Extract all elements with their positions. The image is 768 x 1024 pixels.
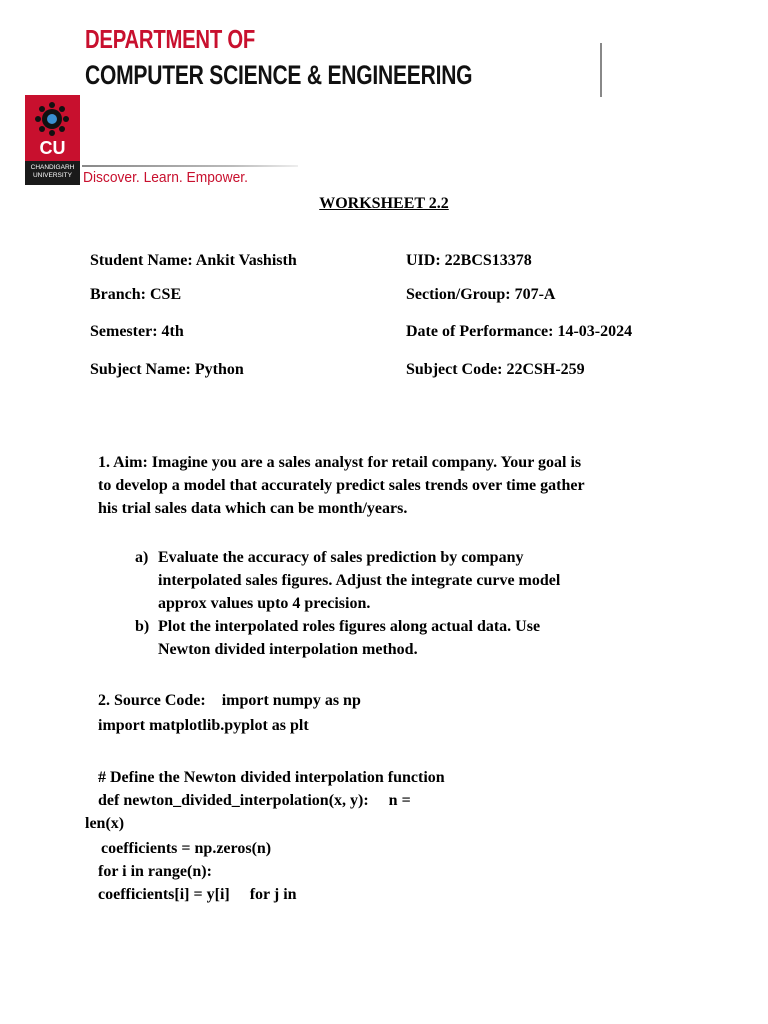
list-item-b-line-2: Newton divided interpolation method. bbox=[158, 641, 418, 658]
code-line-2: # Define the Newton divided interpolation function bbox=[98, 769, 445, 786]
code-line-5: coefficients = np.zeros(n) bbox=[85, 840, 272, 857]
list-marker-b: b) bbox=[135, 618, 150, 635]
department-title-line1: DEPARTMENT OF bbox=[85, 24, 256, 54]
date-of-performance: Date of Performance: 14-03-2024 bbox=[406, 323, 633, 340]
aim-line-2: to develop a model that accurately predict sales trends over time gather bbox=[98, 477, 585, 494]
code-line-1: import matplotlib.pyplot as plt bbox=[98, 717, 309, 734]
student-name: Student Name: Ankit Vashisth bbox=[90, 252, 297, 269]
list-marker-a: a) bbox=[135, 549, 149, 566]
list-item-a-line-2: interpolated sales figures. Adjust the integrate curve model bbox=[158, 572, 561, 589]
logo-subtext bbox=[25, 161, 80, 185]
header-divider bbox=[600, 43, 602, 97]
subject-code: Subject Code: 22CSH-259 bbox=[406, 361, 585, 378]
section-group: Section/Group: 707-A bbox=[406, 286, 556, 303]
logo-subtext-2: UNIVERSITY bbox=[32, 172, 72, 179]
aim-line-1: 1. Aim: Imagine you are a sales analyst for retail company. Your goal is bbox=[98, 454, 582, 471]
list-item-b-line-1: Plot the interpolated roles figures along actual data. Use bbox=[158, 618, 541, 635]
uid: UID: 22BCS13378 bbox=[406, 252, 532, 269]
code-line-3: def newton_divided_interpolation(x, y): n = bbox=[98, 792, 411, 809]
logo-subtext-1: CHANDIGARH bbox=[30, 164, 75, 171]
branch: Branch: CSE bbox=[90, 286, 182, 303]
semester: Semester: 4th bbox=[90, 323, 184, 340]
logo-text: CU bbox=[39, 138, 66, 158]
university-logo bbox=[25, 95, 80, 185]
worksheet-title: WORKSHEET 2.2 bbox=[319, 195, 449, 212]
code-line-6: for i in range(n): bbox=[98, 863, 212, 880]
list-item-a-line-1: Evaluate the accuracy of sales prediction by company bbox=[158, 549, 524, 566]
list-item-a-line-3: approx values upto 4 precision. bbox=[158, 595, 371, 612]
tagline-rule bbox=[82, 165, 298, 167]
aim-line-3: his trial sales data which can be month/years. bbox=[98, 500, 408, 517]
code-line-7: coefficients[i] = y[i] for j in bbox=[98, 886, 297, 903]
emblem-icon bbox=[34, 101, 70, 137]
tagline: Discover. Learn. Empower. bbox=[83, 169, 248, 186]
code-line-4: len(x) bbox=[85, 815, 125, 832]
department-title-line2: COMPUTER SCIENCE & ENGINEERING bbox=[85, 60, 473, 90]
source-code-heading: 2. Source Code: import numpy as np bbox=[98, 692, 361, 709]
subject-name: Subject Name: Python bbox=[90, 361, 244, 378]
